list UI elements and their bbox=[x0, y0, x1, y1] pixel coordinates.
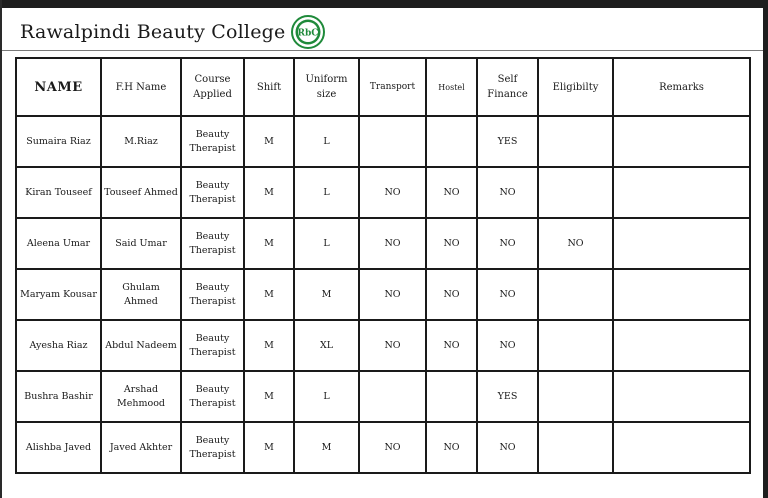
cell-fh-name: Said Umar bbox=[101, 218, 181, 269]
cell-hostel: NO bbox=[426, 320, 477, 371]
cell-hostel: NO bbox=[426, 269, 477, 320]
header-eligibility: Eligibilty bbox=[538, 58, 613, 116]
college-logo-icon bbox=[291, 15, 325, 49]
cell-eligibility bbox=[538, 269, 613, 320]
header-uniform-size: Uniform size bbox=[294, 58, 359, 116]
cell-transport: NO bbox=[359, 320, 426, 371]
cell-self-finance: NO bbox=[477, 269, 538, 320]
cell-fh-name: Ghulam Ahmed bbox=[101, 269, 181, 320]
cell-transport bbox=[359, 116, 426, 167]
cell-shift: M bbox=[244, 218, 294, 269]
cell-hostel bbox=[426, 371, 477, 422]
cell-shift: M bbox=[244, 320, 294, 371]
cell-name: Bushra Bashir bbox=[16, 371, 101, 422]
cell-fh-name: M.Riaz bbox=[101, 116, 181, 167]
header-transport: Transport bbox=[359, 58, 426, 116]
cell-eligibility bbox=[538, 422, 613, 473]
cell-name: Ayesha Riaz bbox=[16, 320, 101, 371]
logo-letters: RbC bbox=[297, 28, 319, 39]
cell-course: Beauty Therapist bbox=[181, 116, 244, 167]
cell-remarks bbox=[613, 422, 750, 473]
header-shift: Shift bbox=[244, 58, 294, 116]
table-row bbox=[16, 422, 750, 473]
table-row bbox=[16, 218, 750, 269]
cell-name: Aleena Umar bbox=[16, 218, 101, 269]
document-header bbox=[20, 14, 325, 50]
cell-remarks bbox=[613, 218, 750, 269]
cell-transport: NO bbox=[359, 422, 426, 473]
cell-hostel: NO bbox=[426, 218, 477, 269]
student-table bbox=[15, 57, 751, 474]
cell-eligibility bbox=[538, 167, 613, 218]
cell-remarks bbox=[613, 371, 750, 422]
cell-remarks bbox=[613, 320, 750, 371]
cell-name: Alishba Javed bbox=[16, 422, 101, 473]
cell-name: Maryam Kousar bbox=[16, 269, 101, 320]
top-border-bar bbox=[0, 0, 768, 8]
cell-remarks bbox=[613, 116, 750, 167]
cell-self-finance: YES bbox=[477, 371, 538, 422]
cell-shift: M bbox=[244, 269, 294, 320]
cell-remarks bbox=[613, 269, 750, 320]
header-divider bbox=[2, 50, 763, 51]
cell-uniform: M bbox=[294, 422, 359, 473]
cell-hostel bbox=[426, 116, 477, 167]
cell-self-finance: NO bbox=[477, 167, 538, 218]
cell-shift: M bbox=[244, 116, 294, 167]
header-self-finance: Self Finance bbox=[477, 58, 538, 116]
header-hostel: Hostel bbox=[426, 58, 477, 116]
cell-transport: NO bbox=[359, 269, 426, 320]
cell-hostel: NO bbox=[426, 422, 477, 473]
cell-self-finance: NO bbox=[477, 320, 538, 371]
table-row bbox=[16, 167, 750, 218]
cell-fh-name: Abdul Nadeem bbox=[101, 320, 181, 371]
cell-course: Beauty Therapist bbox=[181, 371, 244, 422]
cell-course: Beauty Therapist bbox=[181, 269, 244, 320]
cell-course: Beauty Therapist bbox=[181, 218, 244, 269]
cell-eligibility bbox=[538, 371, 613, 422]
cell-self-finance: NO bbox=[477, 422, 538, 473]
table-row bbox=[16, 320, 750, 371]
cell-uniform: L bbox=[294, 167, 359, 218]
cell-transport: NO bbox=[359, 218, 426, 269]
cell-transport: NO bbox=[359, 167, 426, 218]
header-fh-name: F.H Name bbox=[101, 58, 181, 116]
cell-hostel: NO bbox=[426, 167, 477, 218]
cell-self-finance: YES bbox=[477, 116, 538, 167]
table-header-row bbox=[16, 58, 750, 116]
cell-fh-name: Javed Akhter bbox=[101, 422, 181, 473]
cell-self-finance: NO bbox=[477, 218, 538, 269]
table-row bbox=[16, 269, 750, 320]
cell-remarks bbox=[613, 167, 750, 218]
cell-transport bbox=[359, 371, 426, 422]
cell-fh-name: Touseef Ahmed bbox=[101, 167, 181, 218]
cell-uniform: L bbox=[294, 371, 359, 422]
table-row bbox=[16, 371, 750, 422]
right-border-bar bbox=[763, 0, 768, 498]
cell-shift: M bbox=[244, 422, 294, 473]
left-border bbox=[0, 0, 2, 498]
cell-eligibility bbox=[538, 320, 613, 371]
cell-uniform: L bbox=[294, 116, 359, 167]
header-name: NAME bbox=[16, 58, 101, 116]
cell-name: Sumaira Riaz bbox=[16, 116, 101, 167]
cell-fh-name: Arshad Mehmood bbox=[101, 371, 181, 422]
cell-course: Beauty Therapist bbox=[181, 167, 244, 218]
cell-shift: M bbox=[244, 167, 294, 218]
header-remarks: Remarks bbox=[613, 58, 750, 116]
cell-eligibility: NO bbox=[538, 218, 613, 269]
header-course-applied: Course Applied bbox=[181, 58, 244, 116]
cell-shift: M bbox=[244, 371, 294, 422]
cell-name: Kiran Touseef bbox=[16, 167, 101, 218]
table-row bbox=[16, 116, 750, 167]
cell-eligibility bbox=[538, 116, 613, 167]
cell-uniform: XL bbox=[294, 320, 359, 371]
college-title: Rawalpindi Beauty College bbox=[20, 21, 286, 43]
cell-course: Beauty Therapist bbox=[181, 422, 244, 473]
cell-uniform: L bbox=[294, 218, 359, 269]
cell-course: Beauty Therapist bbox=[181, 320, 244, 371]
cell-uniform: M bbox=[294, 269, 359, 320]
